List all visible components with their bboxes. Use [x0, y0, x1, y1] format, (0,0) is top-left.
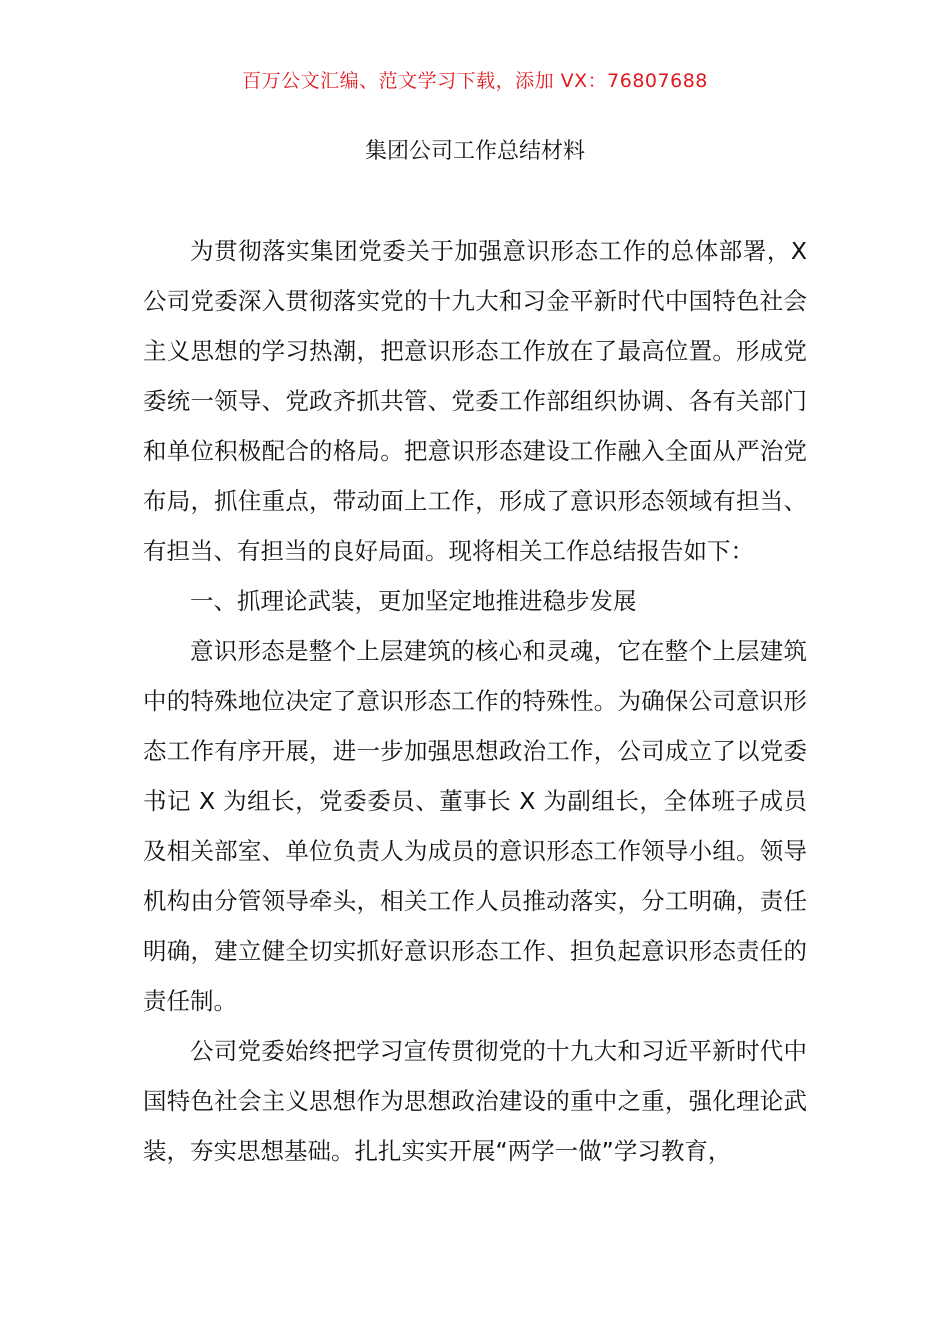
paragraph-intro: 为贯彻落实集团党委关于加强意识形态工作的总体部署，X 公司党委深入贯彻落实党的十九大和习金平新时代中国特色社会主义思想的学习热潮，把意识形态工作放在了最高位置。形成党委统一领导、党政齐抓共管、党委工作部组织协调、各有关部门和单位积极配合的格局。把意识形态建设工作融入全面从严治党布局，抓住重点，带动面上工作，形成了意识形态领域有担当、有担当、有担当的良好局面。现将相关工作总结报告如下：	[143, 237, 807, 565]
paragraph-party-study: 公司党委始终把学习宣传贯彻党的十九大和习近平新时代中国特色社会主义思想作为思想政治建设的重中之重，强化理论武装，夯实思想基础。扎扎实实开展“两学一做”学习教育，	[143, 1037, 807, 1165]
document-body	[143, 226, 807, 1176]
document-title: 集团公司工作总结材料	[364, 139, 585, 164]
paragraph-ideology: 意识形态是整个上层建筑的核心和灵魂，它在整个上层建筑中的特殊地位决定了意识形态工作的特殊性。为确保公司意识形态工作有序开展，进一步加强思想政治工作，公司成立了以党委书记 X 为组长，党委委员、董事长 X 为副组长，全体班子成员及相关部室、单位负责人为成员的意识形态工作领导小组。领导机构由分管领导牵头，相关工作人员推动落实，分工明确，责任明确，建立健全切实抓好意识形态工作、担负起意识形态责任的责任制。	[143, 637, 807, 1015]
header-promo-note: 百万公文汇编、范文学习下载，添加 VX：76807688	[242, 70, 708, 92]
section-heading-1: 一、抓理论武装，更加坚定地推进稳步发展	[190, 587, 637, 615]
